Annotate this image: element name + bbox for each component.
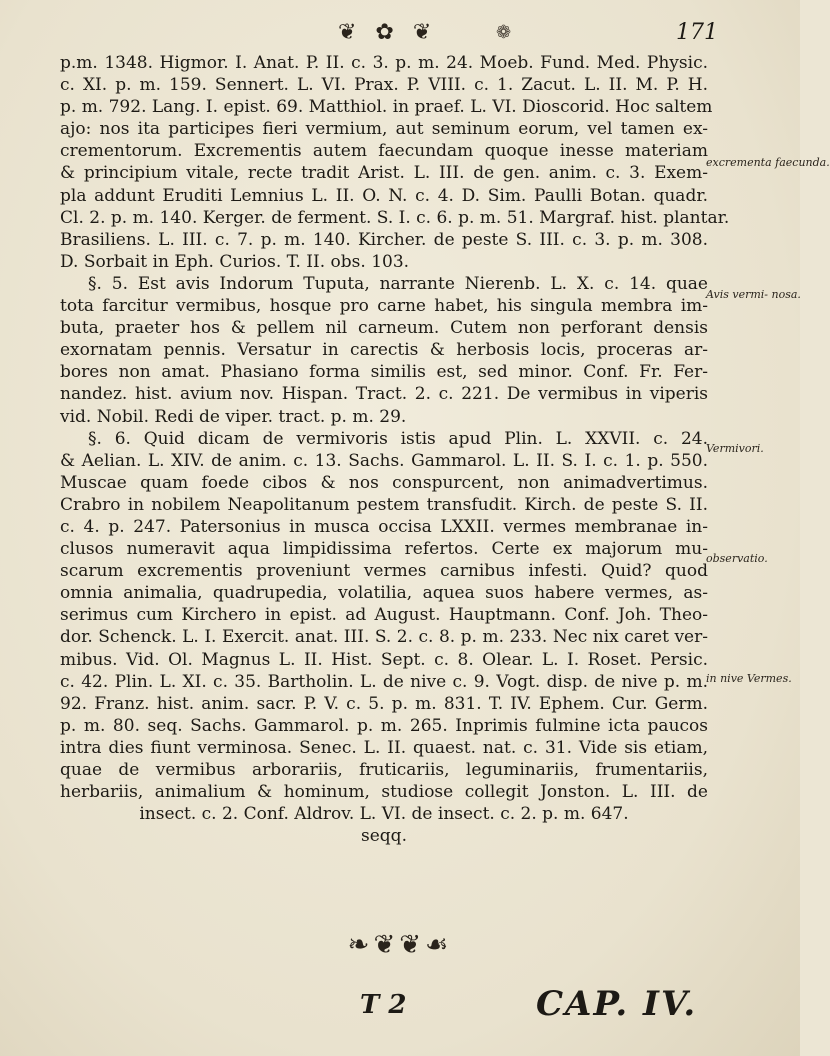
text-line: c. 42. Plin. L. XI. c. 35. Bartholin. L. de nive c. 9. Vogt. disp. de nive p. m. [60, 671, 708, 692]
text-line: serimus cum Kirchero in epist. ad August. Hauptmann. Conf. Joh. Theo- [60, 605, 708, 626]
paragraph-6-start: §. 6. Quid dicam de vermivoris istis apud Plin. L. XXVII. c. 24. [88, 428, 708, 449]
text-line: Muscae quam foede cibos & nos conspurcent, non animadvertimus. [60, 472, 708, 493]
header-flower-mark: ❁ [496, 22, 512, 43]
text-line: pla addunt Eruditi Lemnius L. II. O. N. c. 4. D. Sim. Paulli Botan. quadr. [60, 185, 708, 206]
text-line: mibus. Vid. Ol. Magnus L. II. Hist. Sept. c. 8. Olear. L. I. Roset. Persic. [60, 649, 708, 670]
text-line-seqq: seqq. [361, 826, 407, 847]
margin-note-excrementa: excrementa faecunda. [706, 156, 830, 169]
margin-note-vermivori: Vermivori. [706, 442, 764, 455]
paragraph-5-start: §. 5. Est avis Indorum Tuputa, narrante Nierenb. L. X. c. 14. quae [88, 273, 708, 294]
text-line: p.m. 1348. Higmor. I. Anat. P. II. c. 3. p. m. 24. Moeb. Fund. Med. Physic. [60, 53, 708, 73]
text-line: & principium vitale, recte tradit Arist. L. III. de gen. anim. c. 3. Exem- [60, 163, 708, 184]
tailpiece-ornament: ❧❦❦☙ [347, 930, 453, 960]
text-line: herbariis, animalium & hominum, studiose collegit Jonston. L. III. de [60, 782, 708, 803]
text-line: nandez. hist. avium nov. Hispan. Tract. 2. c. 221. De vermibus in viperis [60, 384, 708, 405]
text-line: bores non amat. Phasiano forma similis est, sed minor. Conf. Fr. Fer- [60, 362, 708, 383]
text-line: dor. Schenck. L. I. Exercit. anat. III. S. 2. c. 8. p. m. 233. Nec nix caret ver- [60, 627, 708, 648]
text-line: Brasiliens. L. III. c. 7. p. m. 140. Kircher. de peste S. III. c. 3. p. m. 308. [60, 229, 708, 250]
header-ornament: ❦ ✿ ❦ [338, 20, 438, 45]
text-line: c. 4. p. 247. Patersonius in musca occisa LXXII. vermes membranae in- [60, 516, 708, 537]
text-line: exornatam pennis. Versatur in carectis & herbosis locis, proceras ar- [60, 340, 708, 361]
text-line: p. m. 792. Lang. I. epist. 69. Matthiol. in praef. L. VI. Dioscorid. Hoc saltem [60, 97, 713, 118]
text-line: intra dies fiunt verminosa. Senec. L. II. quaest. nat. c. 31. Vide sis etiam, [60, 737, 708, 758]
margin-note-observatio: observatio. [706, 552, 768, 565]
text-line: tota farcitur vermibus, hosque pro carne habet, his singula membra im- [60, 296, 708, 317]
page-number: 171 [676, 20, 718, 45]
text-line: ajo: nos ita participes fieri vermium, aut seminum eorum, vel tamen ex- [60, 119, 708, 140]
text-line: Crabro in nobilem Neapolitanum pestem transfudit. Kirch. de peste S. II. [60, 494, 708, 515]
text-line: 92. Franz. hist. anim. sacr. P. V. c. 5. p. m. 831. T. IV. Ephem. Cur. Germ. [60, 693, 708, 714]
margin-note-avis: Avis vermi- nosa. [706, 288, 801, 301]
text-line: D. Sorbait in Eph. Curios. T. II. obs. 103. [60, 251, 410, 272]
text-line: omnia animalia, quadrupedia, volatilia, aquea suos habere vermes, as- [60, 583, 708, 604]
text-line: c. XI. p. m. 159. Sennert. L. VI. Prax. P. VIII. c. 1. Zacut. L. II. M. P. H. [60, 75, 708, 96]
text-line: & Aelian. L. XIV. de anim. c. 13. Sachs. Gammarol. L. II. S. I. c. 1. p. 550. [60, 450, 708, 471]
text-line: crementorum. Excrementis autem faecundam quoque inesse materiam [60, 141, 708, 162]
margin-note-nive: in nive Vermes. [706, 672, 792, 685]
text-line: quae de vermibus arborariis, fruticariis, leguminariis, frumentariis, [60, 760, 708, 780]
signature-mark: T 2 [360, 990, 407, 1020]
catchword: CAP. IV. [536, 984, 698, 1024]
text-line: buta, praeter hos & pellem nil carneum. Cutem non perforant densis [60, 318, 708, 339]
text-line: p. m. 80. seq. Sachs. Gammarol. p. m. 265. Inprimis fulmine icta paucos [60, 715, 708, 736]
page-header [0, 16, 800, 50]
text-line: vid. Nobil. Redi de viper. tract. p. m. 29. [60, 406, 407, 427]
text-line: scarum excrementis proveniunt vermes carnibus infesti. Quid? quod [60, 561, 708, 582]
text-line: clusos numeravit aqua limpidissima refertos. Certe ex majorum mu- [60, 539, 708, 560]
body-text [60, 52, 730, 847]
text-line: Cl. 2. p. m. 140. Kerger. de ferment. S. I. c. 6. p. m. 51. Margraf. hist. plantar. [60, 207, 730, 228]
text-line: insect. c. 2. Conf. Aldrov. L. VI. de insect. c. 2. p. m. 647. [139, 804, 629, 825]
